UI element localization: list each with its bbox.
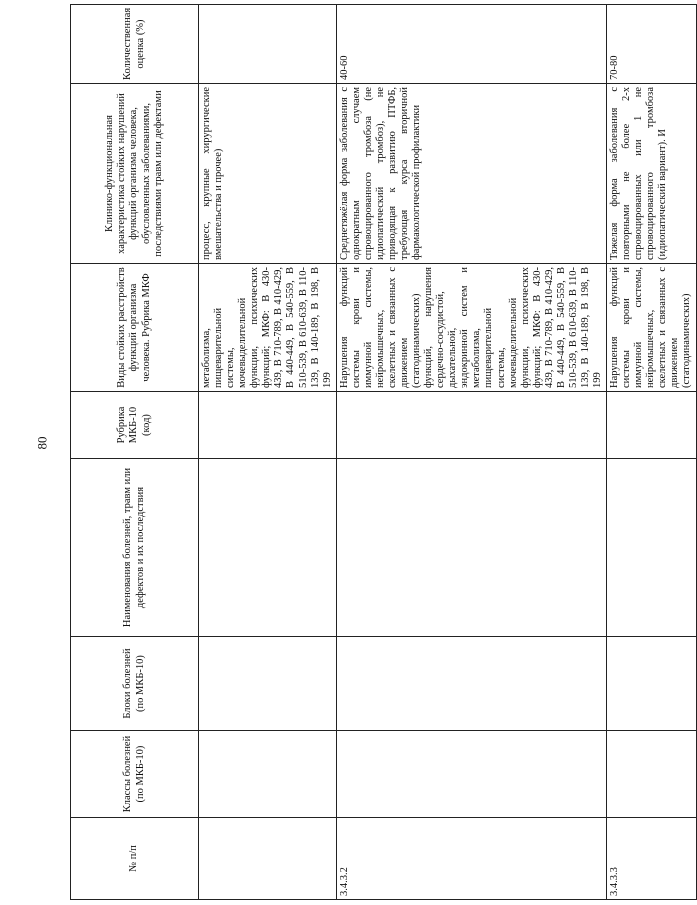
table-row [607,5,696,900]
header-rubric: Рубрика МКБ-10 (код) [71,392,199,459]
table-row [199,5,337,900]
row-kfh: Среднетяжёлая форма заболевания с однократным случаем спровоцированного тромбоза (не идиопатический тромбоз), не приводящая к развитию ПТФБ, требующая курса вторичной фармакологической профилактики [336,84,606,264]
header-classes: Классы болезней (по МКБ-10) [71,731,199,818]
row-kfh: Тяжелая форма заболевания с повторными не более 2-х спровоцированных или 1 не спровоцированного тромбоза (идиопатический вариант). И [607,84,696,264]
row-types: Нарушения функций системы крови и иммунной системы, нейромышечных, скелетных и связанных с движением (статодинамических) [607,264,696,392]
row-num: 3.4.3.3 [607,818,696,900]
row-names [607,459,696,637]
row-classes [199,731,337,818]
header-num: № п/п [71,818,199,900]
row-score: 40-60 [336,5,606,84]
table-header-row [71,5,199,900]
row-num [199,818,337,900]
header-blocks: Блоки болезней (по МКБ-10) [71,637,199,731]
row-blocks [199,637,337,731]
row-score: 70-80 [607,5,696,84]
row-rubric [199,392,337,459]
table-row [336,5,606,900]
disability-criteria-table [70,4,697,900]
row-kfh: процесс, крупные хирургические вмешательства и прочее) [199,84,337,264]
row-classes [607,731,696,818]
row-names [199,459,337,637]
row-types: метаболизма, пищеварительной системы, мочевыделительной функции, психических функций; МКФ: В 430-439, В 710-789, В 410-429, В 440-449, В 540-559, В 510-539, В 610-639, В 110-139, В 140-189, В 198, В 199 [199,264,337,392]
header-types: Виды стойких расстройств функций организма человека. Рубрика МКФ [71,264,199,392]
row-score [199,5,337,84]
header-score: Количественная оценка (%) [71,5,199,84]
row-blocks [607,637,696,731]
header-kfh: Клинико-функциональная характеристика стойких нарушений функций организма человека, обусловленных заболеваниями, последствиями травм или дефектами [71,84,199,264]
header-names: Наименования болезней, травм или дефектов и их последствия [71,459,199,637]
row-rubric [336,392,606,459]
row-blocks [336,637,606,731]
row-classes [336,731,606,818]
row-num: 3.4.3.2 [336,818,606,900]
row-types: Нарушения функций системы крови и иммунной системы, нейромышечных, скелетных и связанных с движением (статодинамических) функций, нарушения сердечно-сосудистой, дыхательной, эндокринной систем и метаболизма, пищеварительной системы, мочевыделительной функции, психических функций; МКФ: В 430-439, В 710-789, В 410-429, В 440-449, В 540-559, В 510-539, В 610-639, В 110-139, В 140-189, В 198, В 199 [336,264,606,392]
rotated-table-wrapper [70,5,693,900]
row-names [336,459,606,637]
page-number: 80 [34,436,50,450]
row-rubric [607,392,696,459]
